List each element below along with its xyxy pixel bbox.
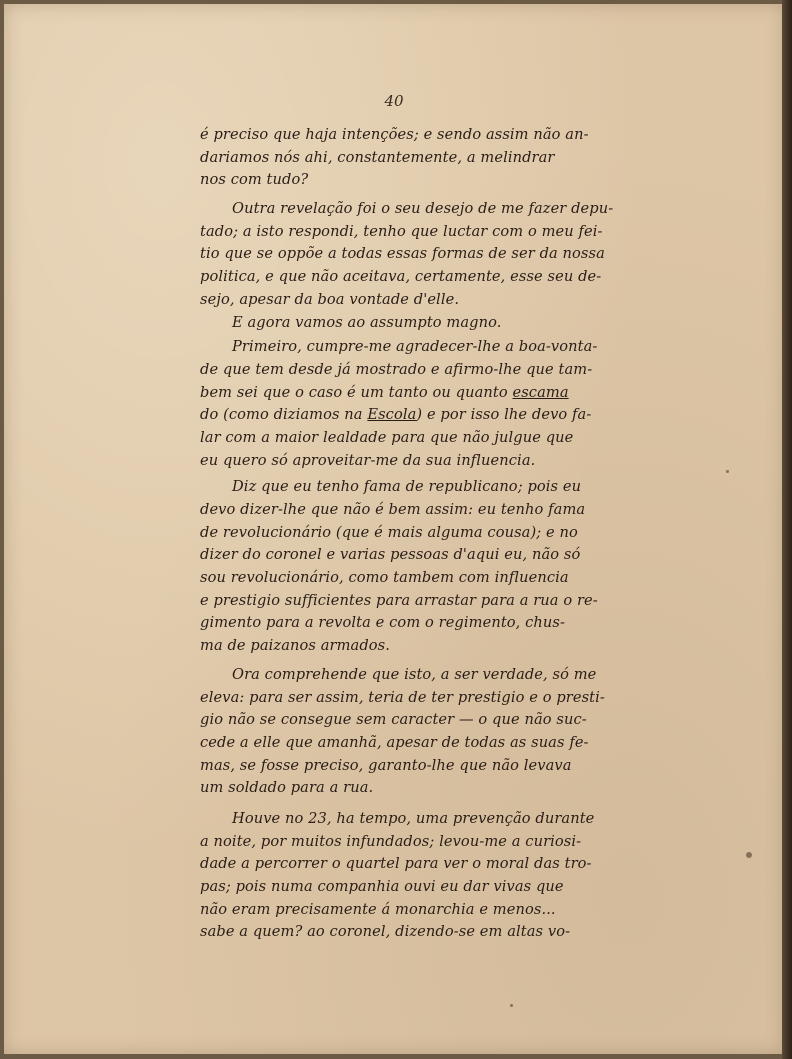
- line-text: não eram precisamente á monarchia e menos...: [200, 900, 556, 918]
- manuscript-line: [200, 499, 700, 522]
- ink-spot: [726, 470, 729, 473]
- line-text: bem sei que o caso é um tanto ou quanto: [200, 383, 513, 401]
- line-text: cede a elle que amanhã, apesar de todas as suas fe-: [200, 733, 589, 751]
- manuscript-line: [200, 853, 700, 876]
- line-text: mas, se fosse preciso, garanto-lhe que não levava: [200, 756, 572, 774]
- manuscript-line: [200, 266, 700, 289]
- manuscript-line: [200, 476, 700, 499]
- manuscript-line: [200, 169, 700, 192]
- manuscript-line: [200, 732, 700, 755]
- page-edge-shadow: [782, 0, 792, 1059]
- line-text: gio não se consegue sem caracter — o que não suc-: [200, 711, 587, 729]
- line-text: é preciso que haja intenções; e sendo assim não an-: [200, 126, 589, 143]
- line-text: e prestigio sufficientes para arrastar para a rua o re-: [200, 591, 598, 609]
- manuscript-page: [4, 4, 784, 1054]
- manuscript-line: [200, 427, 700, 450]
- manuscript-line: [200, 612, 700, 635]
- manuscript-line: [200, 709, 700, 732]
- manuscript-line: [200, 359, 700, 382]
- line-text: E agora vamos ao assumpto magno.: [232, 313, 502, 331]
- manuscript-line: [200, 567, 700, 590]
- manuscript-line: [200, 221, 700, 244]
- manuscript-line: [200, 590, 700, 613]
- line-text: eleva: para ser assim, teria de ter prestigio e o presti-: [200, 688, 605, 706]
- line-text: a noite, por muitos infundados; levou-me a curiosi-: [200, 832, 582, 850]
- manuscript-line: [200, 522, 700, 545]
- manuscript-line: [200, 289, 700, 312]
- manuscript-line: [200, 635, 700, 658]
- line-text: ) e por isso lhe devo fa-: [416, 406, 592, 424]
- line-text: nos com tudo?: [200, 171, 309, 189]
- manuscript-line: [200, 312, 700, 335]
- ink-spot: [746, 852, 752, 858]
- ink-spot: [510, 1004, 513, 1007]
- line-text: gimento para a revolta e com o regimento, chus-: [200, 614, 566, 632]
- line-text: politica, e que não aceitava, certamente, esse seu de-: [200, 268, 602, 286]
- manuscript-line: [200, 243, 700, 266]
- line-text: devo dizer-lhe que não é bem assim: eu tenho fama: [200, 501, 586, 518]
- line-text: eu quero só aproveitar-me da sua influencia.: [200, 451, 536, 469]
- manuscript-line: [200, 899, 700, 922]
- manuscript-line: [200, 755, 700, 778]
- manuscript-line: [200, 124, 700, 147]
- line-text: um soldado para a rua.: [200, 779, 374, 797]
- manuscript-line: [200, 921, 700, 944]
- line-text: Primeiro, cumpre-me agradecer-lhe a boa-vonta-: [232, 338, 598, 356]
- line-text: sabe a quem? ao coronel, dizendo-se em altas vo-: [200, 923, 571, 941]
- line-text: ma de paizanos armados.: [200, 637, 390, 655]
- line-text: Outra revelação foi o seu desejo de me fazer depu-: [232, 200, 614, 218]
- manuscript-line: [200, 404, 700, 427]
- manuscript-line: [200, 544, 700, 567]
- line-text: sou revolucionário, como tambem com influencia: [200, 569, 569, 587]
- manuscript-line: [200, 382, 700, 405]
- line-text: do (como diziamos na: [200, 406, 368, 424]
- manuscript-line: [200, 336, 700, 359]
- manuscript-line: [200, 664, 700, 687]
- manuscript-line: [200, 876, 700, 899]
- line-text: Ora comprehende que isto, a ser verdade, só me: [232, 665, 597, 683]
- line-text: de que tem desde já mostrado e afirmo-lhe que tam-: [200, 360, 593, 378]
- page-number: 40: [384, 92, 404, 110]
- line-text: dade a percorrer o quartel para ver o moral das tro-: [200, 855, 592, 873]
- manuscript-line: [200, 831, 700, 854]
- line-text: Houve no 23, ha tempo, uma prevenção durante: [232, 809, 595, 827]
- manuscript-line: [200, 198, 700, 221]
- line-text: tado; a isto respondi, tenho que luctar com o meu fei-: [200, 222, 603, 240]
- line-text: tio que se oppõe a todas essas formas de ser da nossa: [200, 245, 605, 263]
- manuscript-line: [200, 777, 700, 800]
- line-text: dariamos nós ahi, constantemente, a melindrar: [200, 148, 555, 166]
- manuscript-line: [200, 687, 700, 710]
- manuscript-line: [200, 147, 700, 170]
- line-text: sejo, apesar da boa vontade d'elle.: [200, 290, 460, 308]
- handwritten-text-block: [200, 124, 700, 944]
- manuscript-line: [200, 808, 700, 831]
- line-text: pas; pois numa companhia ouvi eu dar vivas que: [200, 878, 564, 895]
- line-text: de revolucionário (que é mais alguma cousa); e no: [200, 523, 578, 541]
- underlined-word: escama: [512, 383, 569, 401]
- underlined-word: Escola: [367, 406, 417, 424]
- line-text: Diz que eu tenho fama de republicano; pois eu: [232, 478, 582, 496]
- line-text: lar com a maior lealdade para que não julgue que: [200, 428, 574, 446]
- line-text: dizer do coronel e varias pessoas d'aqui eu, não só: [200, 546, 581, 564]
- manuscript-line: [200, 450, 700, 473]
